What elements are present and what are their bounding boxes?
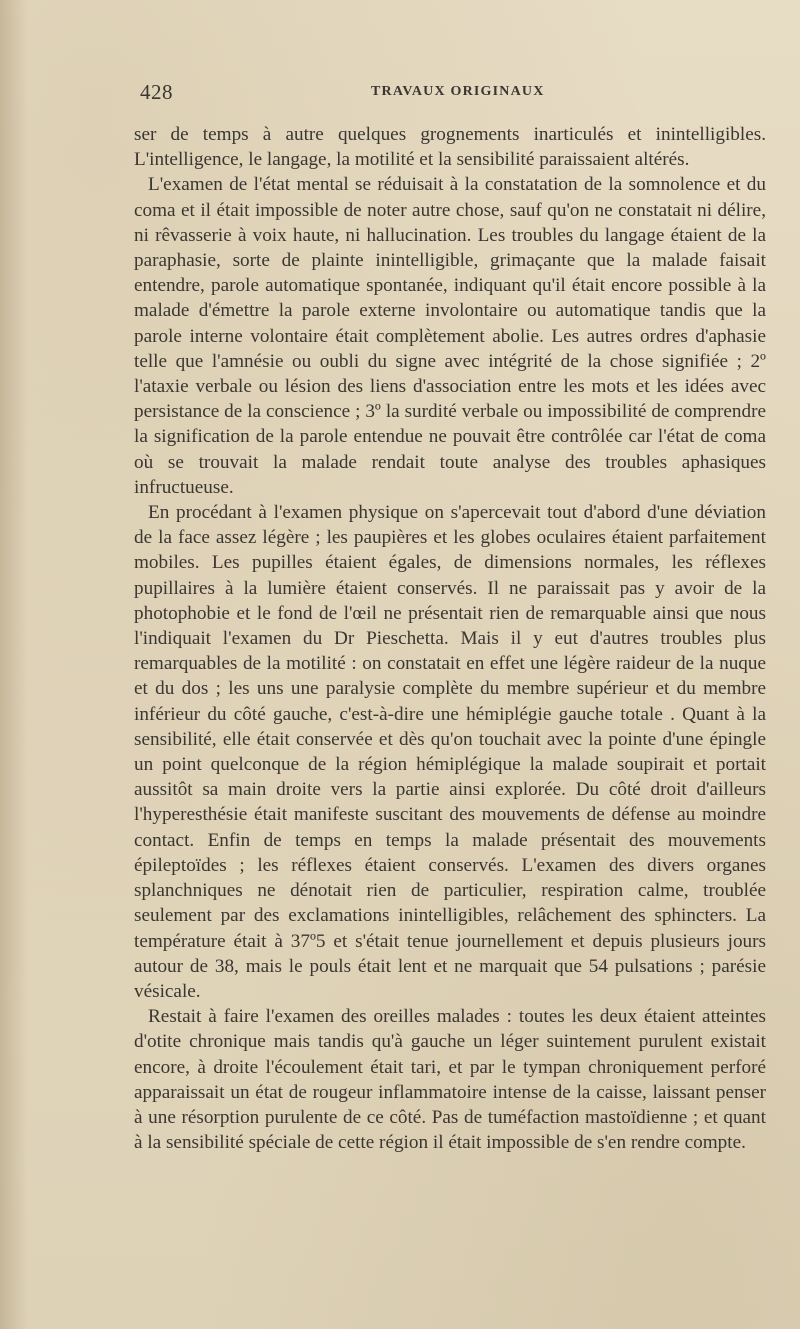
page-number: 428 — [140, 80, 173, 104]
page-header — [140, 80, 770, 108]
body-text — [134, 122, 766, 1155]
paragraph-1: ser de temps à autre quelques grognements inarticulés et inintelligibles. L'intelligence, le langage, la motilité et la sensibilité paraissaient altérés. — [134, 124, 766, 171]
paragraph-3: En procédant à l'examen physique on s'apercevait tout d'abord d'une déviation de la face assez légère ; les paupières et les globes oculaires étaient parfaitement mobiles. Les pupilles étaient égales, de dimensions normales, les réflexes pupillaires à la lumière étaient conservés. Il ne paraissait pas y avoir de la photophobie et le fond de l'œil ne présentait rien de remarquable ainsi que nous l'indiquait l'examen du Dr Pieschetta. Mais il y eut d'autres troubles plus remarquables de la motilité : on constatait en effet une légère raideur de la nuque et du dos ; les uns une paralysie complète du membre supérieur et du membre inférieur du côté gauche, c'est-à-dire une hémiplégie gauche totale . Quant à la sensibilité, elle était conservée et dès qu'on touchait avec la pointe d'une épingle un point quelconque de la région hémiplégique la malade soupirait et portait aussitôt sa main droite vers la partie ainsi explorée. Du côté droit d'ailleurs l'hyperesthésie était manifeste suscitant des mouvements de défense au moindre contact. Enfin de temps en temps la malade présentait des mouvements épileptoïdes ; les réflexes étaient conservés. L'examen des divers organes splanchniques ne dénotait rien de particulier, respiration calme, troublée seulement par des exclamations inintelligibles, relâchement des sphincters. La température était à 37º5 et s'était tenue journellement et depuis plusieurs jours autour de 38, mais le pouls était lent et ne marquait que 54 pulsations ; parésie vésicale. — [134, 502, 766, 1002]
running-head: TRAVAUX ORIGINAUX — [371, 84, 545, 99]
page-edge-shadow — [0, 0, 28, 1329]
paragraph-2: L'examen de l'état mental se réduisait à la constatation de la somnolence et du coma et il était impossible de noter autre chose, sauf qu'on ne constatait ni délire, ni rêvasserie à voix haute, ni hallucination. Les troubles du langage étaient de la paraphasie, sorte de plainte inintelligible, grimaçante que la malade faisait entendre, parole automatique spontanée, indiquant qu'il était encore possible à la malade d'émettre la parole externe involontaire ou automatique tandis que la parole interne volontaire était complètement abolie. Les autres ordres d'aphasie telle que l'amnésie ou oubli du signe avec intégrité de la chose signifiée ; 2º l'ataxie verbale ou lésion des liens d'association entre les mots et les idées avec persistance de la conscience ; 3º la surdité verbale ou impossibilité de comprendre la signification de la parole entendue ne pouvait être contrôlée car l'état de coma où se trouvait la malade rendait toute analyse des troubles aphasiques infructueuse. — [134, 174, 766, 498]
paragraph-4: Restait à faire l'examen des oreilles malades : toutes les deux étaient atteintes d'otite chronique mais tandis qu'à gauche un léger suintement purulent existait encore, à droite l'écoulement était tari, et par le tympan chroniquement perforé apparaissait un état de rougeur inflammatoire intense de la caisse, laissant penser à une résorption purulente de ce côté. Pas de tuméfaction mastoïdienne ; et quant à la sensibilité spéciale de cette région il était impossible de s'en rendre compte. — [134, 1006, 766, 1154]
